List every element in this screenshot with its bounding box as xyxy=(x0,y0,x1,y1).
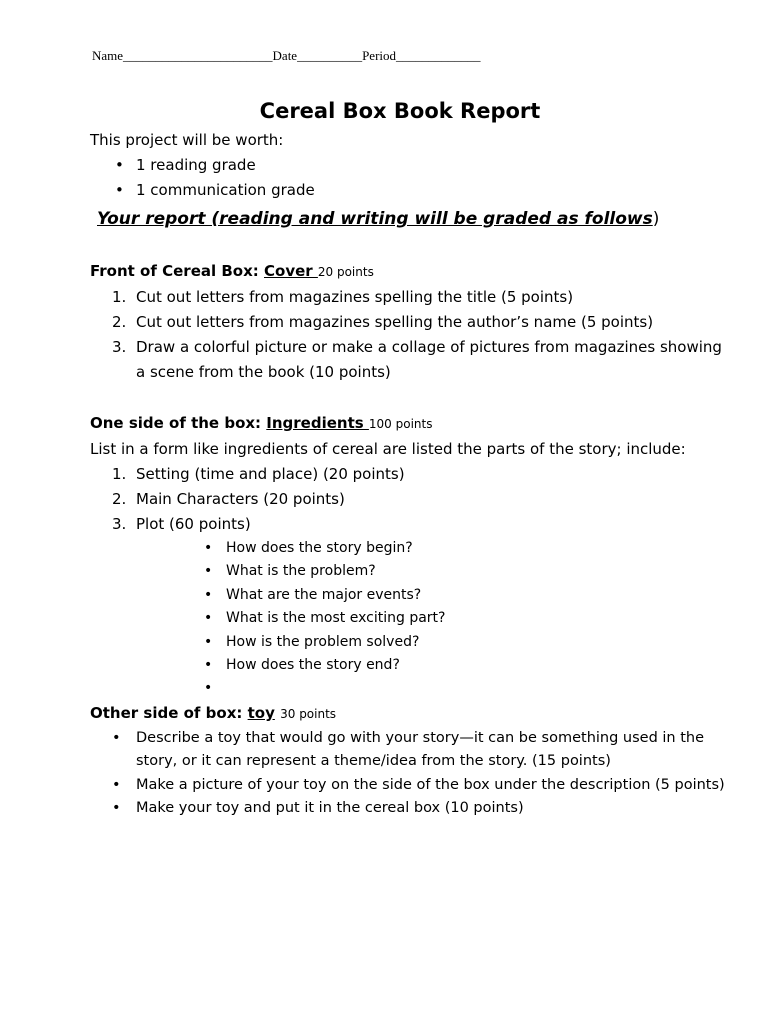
name-date-period-line: Name_______________________Date__________Period_____________ xyxy=(92,48,481,63)
list-item: • How does the story end? xyxy=(90,654,730,677)
document-body xyxy=(90,96,730,821)
step-number: 3. xyxy=(112,515,127,533)
list-item: • Make your toy and put it in the cereal box (10 points) xyxy=(90,797,730,821)
list-item: • 1 communication grade xyxy=(90,178,730,203)
other-name: toy xyxy=(247,703,275,722)
worth-list xyxy=(90,153,730,203)
list-item xyxy=(90,285,730,310)
step-number: 1. xyxy=(112,465,127,483)
front-name: Cover xyxy=(264,262,318,280)
front-steps xyxy=(90,285,730,385)
list-item: • How is the problem solved? xyxy=(90,631,730,654)
side-label: One side of the box: xyxy=(90,414,262,432)
list-item xyxy=(90,487,730,512)
front-label: Front of Cereal Box: xyxy=(90,262,259,280)
front-points: 20 points xyxy=(317,265,374,279)
front-section-heading xyxy=(90,259,730,285)
step-text: Cut out letters from magazines spelling the author’s name (5 points) xyxy=(136,313,654,331)
side-section-heading xyxy=(90,411,730,437)
intro-text: This project will be worth: xyxy=(90,131,284,149)
side-points: 100 points xyxy=(368,417,433,431)
list-item xyxy=(90,310,730,335)
toy-items xyxy=(90,727,730,821)
plot-questions xyxy=(90,537,730,701)
list-item xyxy=(90,677,730,700)
list-item xyxy=(90,512,730,537)
step-number: 1. xyxy=(112,288,127,306)
list-item xyxy=(90,335,730,385)
list-item: • What is the problem? xyxy=(90,560,730,583)
list-item: • What are the major events? xyxy=(90,584,730,607)
side-name: Ingredients xyxy=(266,414,369,432)
graded-note-text: Your report (reading and writing will be graded as follows xyxy=(97,209,653,229)
other-label: Other side of box: xyxy=(90,703,243,722)
list-item: • 1 reading grade xyxy=(90,153,730,178)
list-item: • What is the most exciting part? xyxy=(90,607,730,630)
step-text: Draw a colorful picture or make a collage of pictures from magazines showing a scene from the book (10 points) xyxy=(136,338,722,381)
step-text: Setting (time and place) (20 points) xyxy=(136,465,405,483)
page-title: Cereal Box Book Report xyxy=(259,99,541,123)
step-text: Cut out letters from magazines spelling the title (5 points) xyxy=(136,288,574,306)
step-number: 3. xyxy=(112,338,127,356)
other-section-heading xyxy=(90,701,730,727)
list-item: • Make a picture of your toy on the side of the box under the description (5 points) xyxy=(90,774,730,798)
side-description: List in a form like ingredients of cereal are listed the parts of the story; include: xyxy=(90,440,686,458)
side-steps xyxy=(90,462,730,537)
step-number: 2. xyxy=(112,313,127,331)
step-number: 2. xyxy=(112,490,127,508)
list-item: • How does the story begin? xyxy=(90,537,730,560)
other-points: 30 points xyxy=(280,706,337,721)
graded-note-close: ) xyxy=(652,209,660,229)
list-item xyxy=(90,462,730,487)
step-text: Plot (60 points) xyxy=(136,515,251,533)
graded-note xyxy=(97,205,730,233)
step-text: Main Characters (20 points) xyxy=(136,490,345,508)
list-item: • Describe a toy that would go with your story—it can be something used in the story, or it can represent a theme/idea from the story. (15 points) xyxy=(90,727,730,774)
